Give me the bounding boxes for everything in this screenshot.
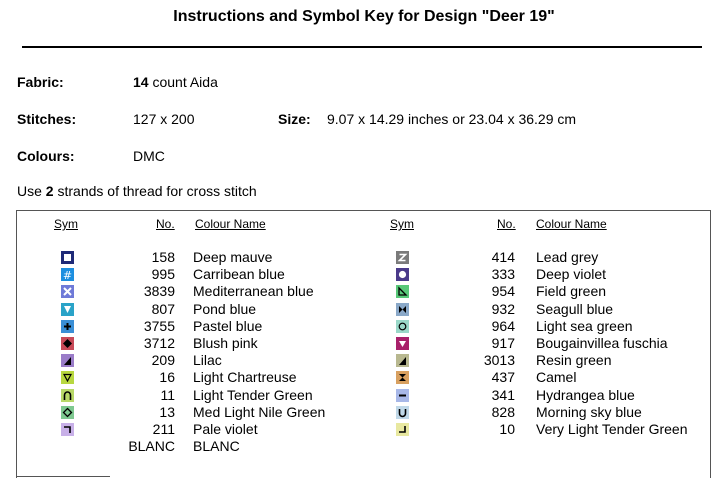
colour-name: Med Light Nile Green: [193, 403, 326, 420]
fabric-count: 14: [133, 74, 149, 90]
colour-name: Pale violet: [193, 421, 258, 437]
title-rule: [22, 46, 702, 48]
svg-text:#: #: [62, 269, 73, 282]
colour-name: Resin green: [536, 352, 612, 369]
corner-l-icon: [396, 423, 409, 436]
key-row: [0, 352, 728, 369]
colours-value: DMC: [133, 148, 165, 164]
strands-pre: Use: [17, 183, 46, 199]
dmc-number: 16: [159, 369, 175, 386]
colour-name: Lilac: [193, 352, 222, 369]
size-label: Size:: [278, 111, 311, 127]
colour-name: Light Tender Green: [193, 386, 313, 403]
colour-name: Seagull blue: [536, 300, 614, 317]
page-title: Instructions and Symbol Key for Design "Deer 19": [173, 8, 555, 25]
header-sym-left: Sym: [54, 217, 78, 231]
strands-count: 2: [45, 183, 54, 199]
circle-icon: [396, 268, 409, 281]
dmc-number: 11: [160, 386, 175, 403]
colours-label: Colours:: [17, 148, 75, 164]
dmc-number: 414: [491, 249, 515, 265]
dmc-number: 917: [491, 335, 515, 351]
dmc-number: BLANC: [128, 438, 175, 455]
key-row: [0, 301, 728, 318]
colour-name: Very Light Tender Green: [536, 421, 688, 437]
colour-name: Deep violet: [536, 266, 607, 283]
dmc-number: 437: [491, 369, 515, 386]
header-sym-right: Sym: [390, 217, 414, 231]
dmc-number: 333: [491, 266, 515, 283]
colour-name: BLANC: [193, 438, 240, 455]
dmc-number: 3712: [143, 335, 175, 351]
dmc-number: 341: [491, 386, 515, 403]
key-row: [0, 318, 728, 335]
dmc-number: 10: [499, 421, 515, 437]
colour-name: Lead grey: [536, 249, 599, 265]
dmc-number: 13: [159, 403, 175, 420]
dmc-number: 964: [491, 317, 515, 334]
key-row: [0, 404, 728, 421]
key-row: [0, 335, 728, 352]
dmc-number: 3755: [143, 317, 175, 334]
bowtie-icon: [396, 303, 409, 316]
triangle-outline-icon: [396, 285, 409, 298]
colour-name: Morning sky blue: [536, 403, 642, 420]
colour-name: Light Chartreuse: [193, 369, 297, 386]
dmc-number: 3839: [143, 283, 175, 300]
strands-post: strands of thread for cross stitch: [53, 183, 257, 199]
colour-name: Bougainvillea fuschia: [536, 335, 668, 351]
header-name-right: Colour Name: [536, 217, 607, 231]
fabric-label: Fabric:: [17, 74, 64, 90]
header-no-right: No.: [497, 217, 516, 231]
key-row: [0, 421, 728, 438]
colour-name: Light sea green: [536, 317, 633, 334]
dmc-number: 995: [151, 266, 175, 283]
blank-icon: [61, 440, 74, 453]
dmc-number: 807: [151, 300, 175, 317]
wedge-icon: [396, 354, 409, 367]
fabric-value: [133, 74, 218, 90]
key-row: [0, 438, 728, 455]
dmc-number: 828: [491, 403, 515, 420]
key-row: [0, 283, 728, 300]
colour-name: Hydrangea blue: [536, 386, 635, 403]
dmc-number: 211: [152, 421, 175, 437]
strands-instruction: [17, 183, 257, 199]
key-row: [0, 387, 728, 404]
z-letter-icon: [396, 251, 409, 264]
circle-outline-icon: [396, 320, 409, 333]
stitches-value: 127 x 200: [133, 111, 195, 127]
header-no-left: No.: [156, 217, 175, 231]
fabric-type: count Aida: [148, 74, 218, 90]
dmc-number: 209: [151, 352, 175, 369]
bar-icon: [396, 389, 409, 402]
u-letter-icon: [396, 406, 409, 419]
colour-name: Pastel blue: [193, 317, 263, 334]
colour-name: Deep mauve: [193, 249, 273, 265]
colour-name: Blush pink: [193, 335, 258, 351]
dmc-number: 954: [491, 283, 515, 300]
dmc-number: 932: [491, 300, 515, 317]
colour-name: Carribean blue: [193, 266, 285, 283]
key-row: [0, 266, 728, 283]
heart-icon: [396, 337, 409, 350]
hourglass-icon: [396, 371, 409, 384]
dmc-number: 3013: [483, 352, 515, 369]
dmc-number: 158: [151, 249, 175, 265]
stitches-label: Stitches:: [17, 111, 77, 127]
colour-name: Mediterranean blue: [193, 283, 314, 300]
bottom-line: [16, 476, 110, 477]
key-row: [0, 249, 728, 266]
colour-name: Camel: [536, 369, 577, 386]
colour-name: Field green: [536, 283, 607, 300]
key-row: [0, 369, 728, 386]
size-value: 9.07 x 14.29 inches or 23.04 x 36.29 cm: [327, 111, 577, 127]
colour-name: Pond blue: [193, 300, 257, 317]
header-name-left: Colour Name: [195, 217, 266, 231]
